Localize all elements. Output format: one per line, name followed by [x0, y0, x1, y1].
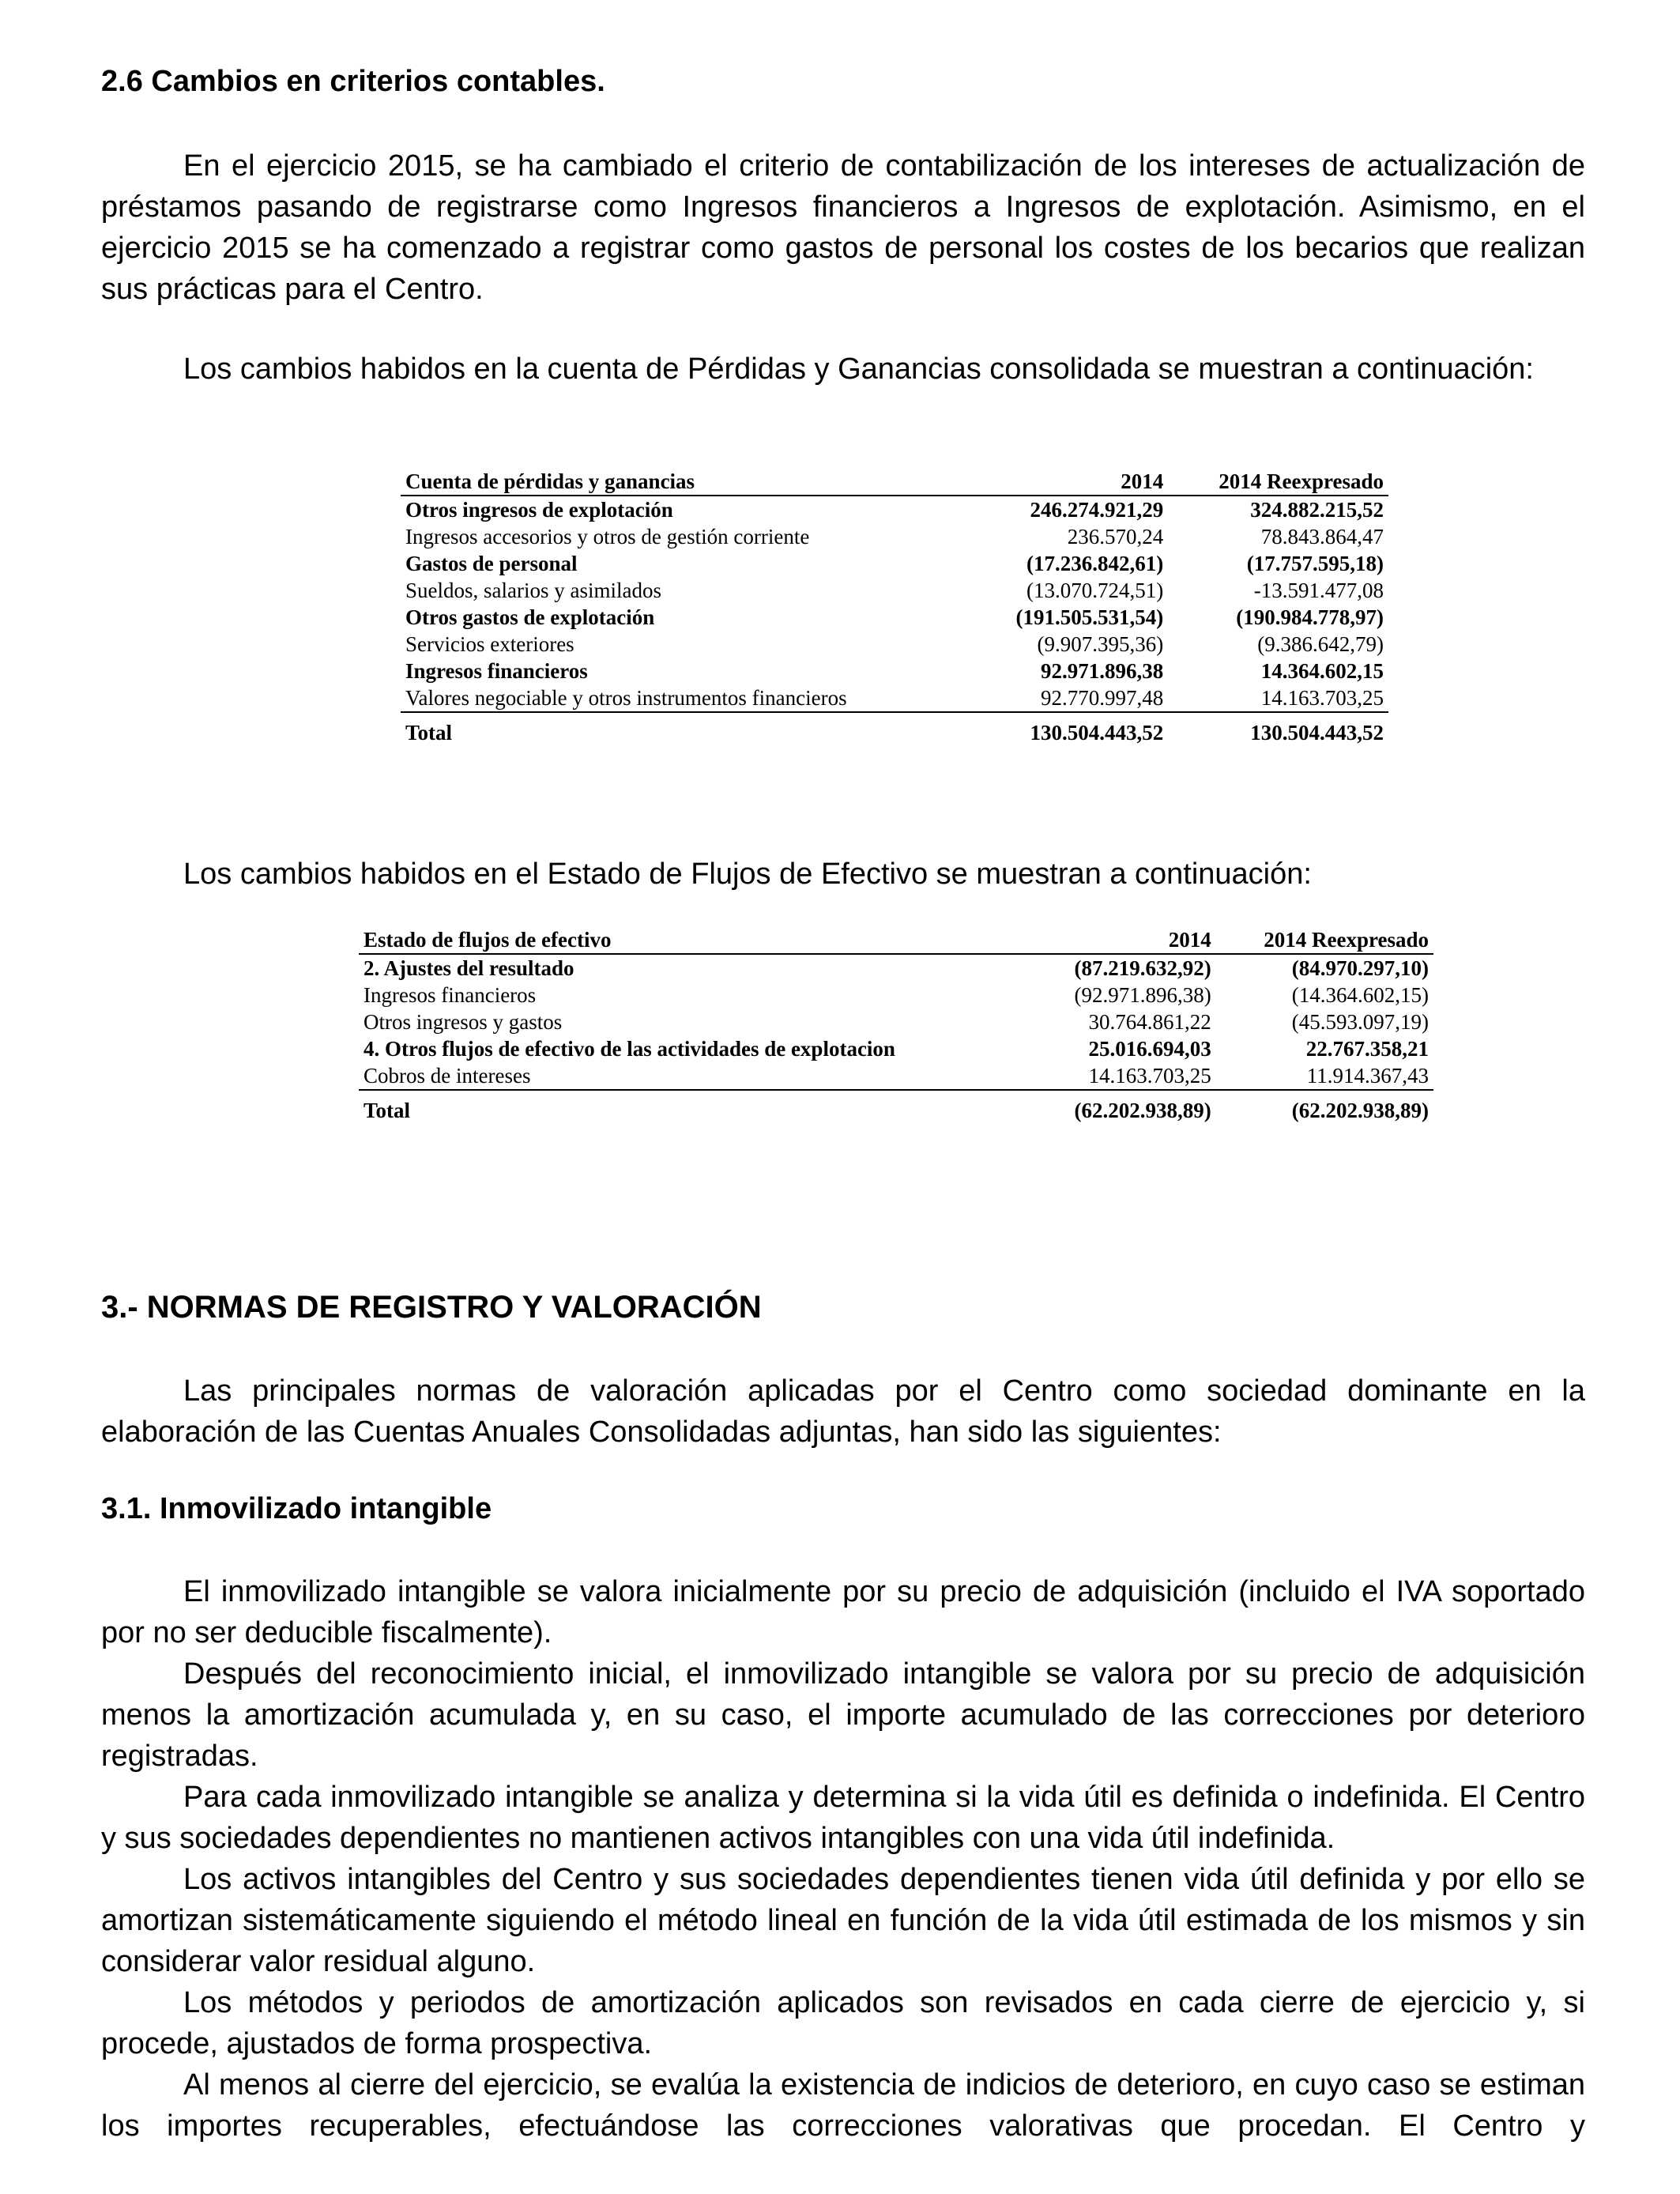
row-label: Cobros de intereses [359, 1062, 1034, 1090]
row-label: Gastos de personal [405, 552, 578, 575]
paragraph-inmovilizado: Los activos intangibles del Centro y sus sociedades dependientes tienen vida útil definida y por ello se amortizan sistemáticamente siguiendo el método lineal en función de la vida útil estimada de los mismos y sin considerar valor residual alguno. [101, 1863, 1585, 1978]
section-heading-2-6: 2.6 Cambios en criterios contables. [101, 65, 605, 98]
table-row [401, 684, 1388, 712]
row-value-reexpresado: 14.364.602,15 [1260, 659, 1384, 683]
paragraph-inmovilizado: Los métodos y periodos de amortización aplicados son revisados en cada cierre de ejercicio y, si procede, ajustados de forma prospectiva. [101, 1986, 1585, 2060]
row-value-reexpresado: 11.914.367,43 [1216, 1062, 1433, 1090]
row-label: Otros ingresos y gastos [363, 1010, 563, 1034]
paragraph-inmovilizado: Al menos al cierre del ejercicio, se evalúa la existencia de indicios de deterioro, en cuyo caso se estiman los importes recuperables, efectuándose las correcciones valorativas que procedan. El Centro y [101, 2068, 1585, 2143]
paragraph-pyg-intro: Los cambios habidos en la cuenta de Pérdidas y Ganancias consolidada se muestran a continuación: [183, 352, 1534, 386]
paragraph-inmovilizado: Después del reconocimiento inicial, el inmovilizado intangible se valora por su precio de adquisición menos la amortización acumulada y, en su caso, el importe acumulado de las correcciones por deterioro registradas. [101, 1657, 1585, 1773]
table-header-2014-reexpresado: 2014 Reexpresado [1168, 468, 1388, 496]
table-header-concepto: Cuenta de pérdidas y ganancias [401, 468, 970, 496]
row-value-reexpresado: (45.593.097,19) [1291, 1010, 1429, 1034]
row-value-reexpresado: (84.970.297,10) [1291, 956, 1429, 980]
section-heading-3: 3.- NORMAS DE REGISTRO Y VALORACIÓN [101, 1290, 762, 1325]
total-value-2014: 130.504.443,52 [1030, 721, 1164, 745]
total-label: Total [363, 1099, 411, 1122]
table-row [401, 631, 1388, 658]
row-label: Valores negociable y otros instrumentos financieros [401, 684, 970, 712]
row-value-2014: (13.070.724,51) [1026, 579, 1164, 602]
table-row [359, 1062, 1433, 1090]
paragraph-inmovilizado: El inmovilizado intangible se valora inicialmente por su precio de adquisición (incluido el IVA soportado por no ser deducible fiscalmente). [101, 1575, 1585, 1649]
row-value-2014: 25.016.694,03 [1088, 1037, 1211, 1061]
row-value-reexpresado: (190.984.778,97) [1236, 605, 1384, 629]
table-row [359, 1008, 1433, 1035]
total-label: Total [405, 721, 453, 745]
row-value-2014: (87.219.632,92) [1074, 956, 1211, 980]
table-row [359, 982, 1433, 1008]
row-value-2014: 92.770.997,48 [970, 684, 1168, 712]
row-value-2014: (92.971.896,38) [1074, 983, 1211, 1007]
row-label: Sueldos, salarios y asimilados [405, 579, 661, 602]
paragraph-inmovilizado: Para cada inmovilizado intangible se analiza y determina si la vida útil es definida o indefinida. El Centro y sus sociedades dependientes no mantienen activos intangibles con una vida útil indefinida. [101, 1781, 1585, 1855]
row-value-reexpresado: 22.767.358,21 [1305, 1037, 1429, 1061]
row-value-reexpresado: (17.757.595,18) [1246, 552, 1384, 575]
table-row [359, 1035, 1433, 1062]
row-label: Ingresos financieros [405, 659, 588, 683]
table-row [401, 658, 1388, 684]
paragraph-efe-intro: Los cambios habidos en el Estado de Flujos de Efectivo se muestran a continuación: [183, 858, 1312, 891]
table-total-row [359, 1094, 1433, 1124]
table-header-2014-reexpresado: 2014 Reexpresado [1216, 926, 1433, 954]
row-label: Otros gastos de explotación [405, 605, 655, 629]
row-value-2014: (17.236.842,61) [1026, 552, 1164, 575]
row-value-reexpresado: -13.591.477,08 [1253, 579, 1384, 602]
table-row [359, 954, 1433, 982]
table-row [401, 550, 1388, 577]
row-value-2014: (191.505.531,54) [1015, 605, 1164, 629]
table-header-concepto: Estado de flujos de efectivo [359, 926, 1034, 954]
row-value-reexpresado: 78.843.864,47 [1260, 525, 1384, 548]
row-value-2014: 92.971.896,38 [1041, 659, 1164, 683]
table-total-row [401, 716, 1388, 746]
row-label: 4. Otros flujos de efectivo de las actividades de explotacion [363, 1037, 895, 1061]
table-row [401, 496, 1388, 523]
row-value-2014: 236.570,24 [1067, 525, 1164, 548]
section-3-1-body [101, 1571, 1585, 2147]
row-value-reexpresado: (9.386.642,79) [1257, 632, 1384, 656]
row-label: Ingresos financieros [363, 983, 537, 1007]
row-label: Otros ingresos de explotación [405, 498, 673, 522]
row-value-2014: (9.907.395,36) [1037, 632, 1164, 656]
total-value-reexpresado: 130.504.443,52 [1250, 721, 1384, 745]
table-row [401, 577, 1388, 604]
row-value-reexpresado: (14.364.602,15) [1291, 983, 1429, 1007]
table-flujos-efectivo [359, 926, 1433, 1124]
row-label: 2. Ajustes del resultado [363, 956, 574, 980]
paragraph-criterios: En el ejercicio 2015, se ha cambiado el criterio de contabilización de los intereses de actualización de préstamos pasando de registrarse como Ingresos financieros a Ingresos de explotación. Asimismo, en el ejercicio 2015 se ha comenzado a registrar como gastos de personal los costes de los becarios que realizan sus prácticas para el Centro. [101, 149, 1585, 306]
row-value-reexpresado: 14.163.703,25 [1168, 684, 1388, 712]
row-value-2014: 30.764.861,22 [1088, 1010, 1211, 1034]
paragraph-normas-intro: Las principales normas de valoración aplicadas por el Centro como sociedad dominante en la elaboración de las Cuentas Anuales Consolidadas adjuntas, han sido las siguientes: [101, 1374, 1585, 1449]
table-header-2014: 2014 [1034, 926, 1216, 954]
total-value-reexpresado: (62.202.938,89) [1291, 1099, 1429, 1122]
row-value-2014: 14.163.703,25 [1034, 1062, 1216, 1090]
row-value-reexpresado: 324.882.215,52 [1250, 498, 1384, 522]
table-header-2014: 2014 [970, 468, 1168, 496]
row-label: Ingresos accesorios y otros de gestión corriente [405, 525, 810, 548]
sub-heading-3-1: 3.1. Inmovilizado intangible [101, 1492, 492, 1525]
table-row [401, 523, 1388, 550]
table-row [401, 604, 1388, 631]
table-perdidas-ganancias [401, 468, 1388, 746]
total-value-2014: (62.202.938,89) [1074, 1099, 1211, 1122]
row-value-2014: 246.274.921,29 [1030, 498, 1164, 522]
row-label: Servicios exteriores [405, 632, 574, 656]
